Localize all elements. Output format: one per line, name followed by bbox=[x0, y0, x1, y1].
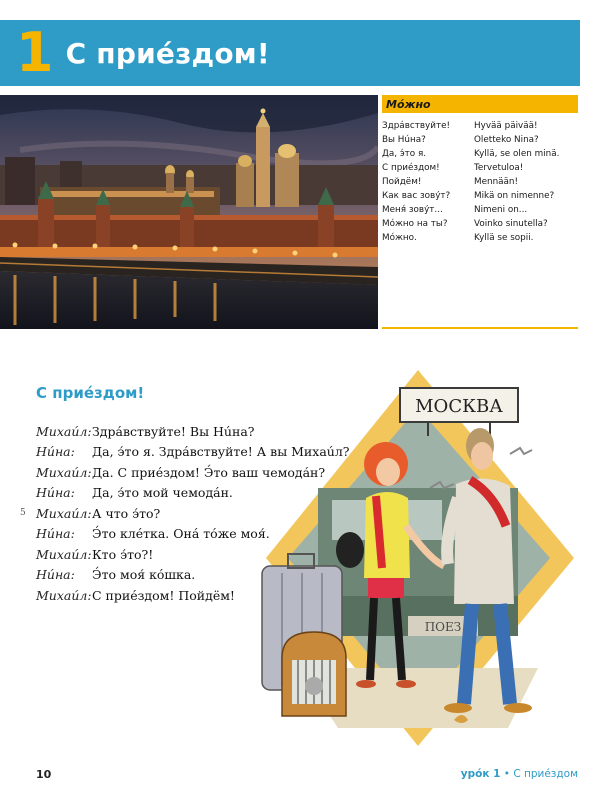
chapter-title: С приéздом! bbox=[65, 36, 270, 70]
station-illustration bbox=[258, 368, 578, 748]
phrase-row bbox=[382, 203, 578, 217]
phrase-box bbox=[382, 95, 578, 329]
running-footer bbox=[461, 768, 578, 780]
utterance: Здрáвствуйте! Вы Нúна? bbox=[92, 423, 255, 439]
phrase-finnish: Kyllä, se olen minä. bbox=[474, 149, 560, 159]
phrase-row bbox=[382, 133, 578, 147]
lesson-label: урóк 1 bbox=[460, 768, 501, 780]
page-number: 10 bbox=[36, 768, 52, 781]
phrase-russian: Мóжно. bbox=[382, 233, 417, 243]
utterance: Кто э́то?! bbox=[92, 546, 154, 562]
station-illustration-art bbox=[258, 368, 578, 748]
phrase-row bbox=[382, 119, 578, 133]
phrase-russian: Меня́ зовýт... bbox=[382, 205, 443, 215]
utterance: Да. С приéздом! Э́то ваш чемодáн? bbox=[92, 464, 326, 480]
phrase-box-heading: Мóжно bbox=[382, 95, 578, 113]
utterance: Да, э́то мой чемодáн. bbox=[92, 485, 233, 501]
speaker-name: Михаúл: bbox=[36, 587, 92, 603]
utterance: Да, э́то я. Здрáвствуйте! А вы Михаúл? bbox=[92, 444, 350, 460]
chapter-header bbox=[0, 20, 580, 86]
phrase-finnish: Hyvää päivää! bbox=[474, 121, 538, 131]
phrase-finnish: Kyllä se sopii. bbox=[474, 233, 534, 243]
phrase-finnish: Oletteko Nina? bbox=[474, 135, 539, 145]
phrase-finnish: Mikä on nimenne? bbox=[474, 191, 555, 201]
kremlin-night-photo bbox=[0, 95, 378, 329]
speaker-name: Нúна: bbox=[36, 567, 75, 583]
moscow-sign-text: МОСКВА bbox=[415, 396, 503, 417]
phrase-finnish: Mennään! bbox=[474, 177, 519, 187]
speaker-name: Михаúл: bbox=[36, 464, 92, 480]
platform-sign-text: ПОЕЗ bbox=[424, 620, 462, 634]
utterance: Э́то клéтка. Онá тóже моя́. bbox=[92, 526, 270, 542]
phrase-box-rule bbox=[382, 327, 578, 329]
phrase-finnish: Tervetuloa! bbox=[474, 163, 524, 173]
phrase-row bbox=[382, 147, 578, 161]
lesson-title: С приéздом bbox=[513, 768, 578, 780]
speaker-name: Нúна: bbox=[36, 444, 75, 460]
phrase-list bbox=[382, 119, 578, 245]
utterance: А что э́то? bbox=[92, 505, 161, 521]
phrase-row bbox=[382, 175, 578, 189]
utterance: Э́то моя́ кóшка. bbox=[92, 567, 196, 583]
speaker-name: Михаúл: bbox=[36, 505, 92, 521]
phrase-russian: Да, э́то я. bbox=[382, 149, 427, 159]
phrase-row bbox=[382, 161, 578, 175]
chapter-number: 1 bbox=[16, 21, 54, 84]
phrase-row bbox=[382, 231, 578, 245]
utterance: С приéздом! Пойдём! bbox=[92, 587, 235, 603]
speaker-name: Нúна: bbox=[36, 526, 75, 542]
phrase-finnish: Nimeni on... bbox=[474, 205, 528, 215]
dialogue-title: С приéздом! bbox=[36, 384, 145, 402]
phrase-russian: Здрáвствуйте! bbox=[382, 121, 451, 131]
phrase-russian: Мóжно на ты? bbox=[382, 219, 448, 229]
phrase-russian: С приéздом! bbox=[382, 163, 440, 173]
line-number: 5 bbox=[20, 508, 26, 519]
footer-separator: • bbox=[503, 768, 510, 780]
phrase-row bbox=[382, 217, 578, 231]
phrase-row bbox=[382, 189, 578, 203]
phrase-russian: Вы Нúна? bbox=[382, 135, 426, 145]
speaker-name: Нúна: bbox=[36, 485, 75, 501]
phrase-finnish: Voinko sinutella? bbox=[474, 219, 548, 229]
phrase-russian: Пойдём! bbox=[382, 177, 422, 187]
speaker-name: Михаúл: bbox=[36, 546, 92, 562]
kremlin-photo-art bbox=[0, 95, 378, 329]
speaker-name: Михаúл: bbox=[36, 423, 92, 439]
phrase-russian: Как вас зовýт? bbox=[382, 191, 451, 201]
